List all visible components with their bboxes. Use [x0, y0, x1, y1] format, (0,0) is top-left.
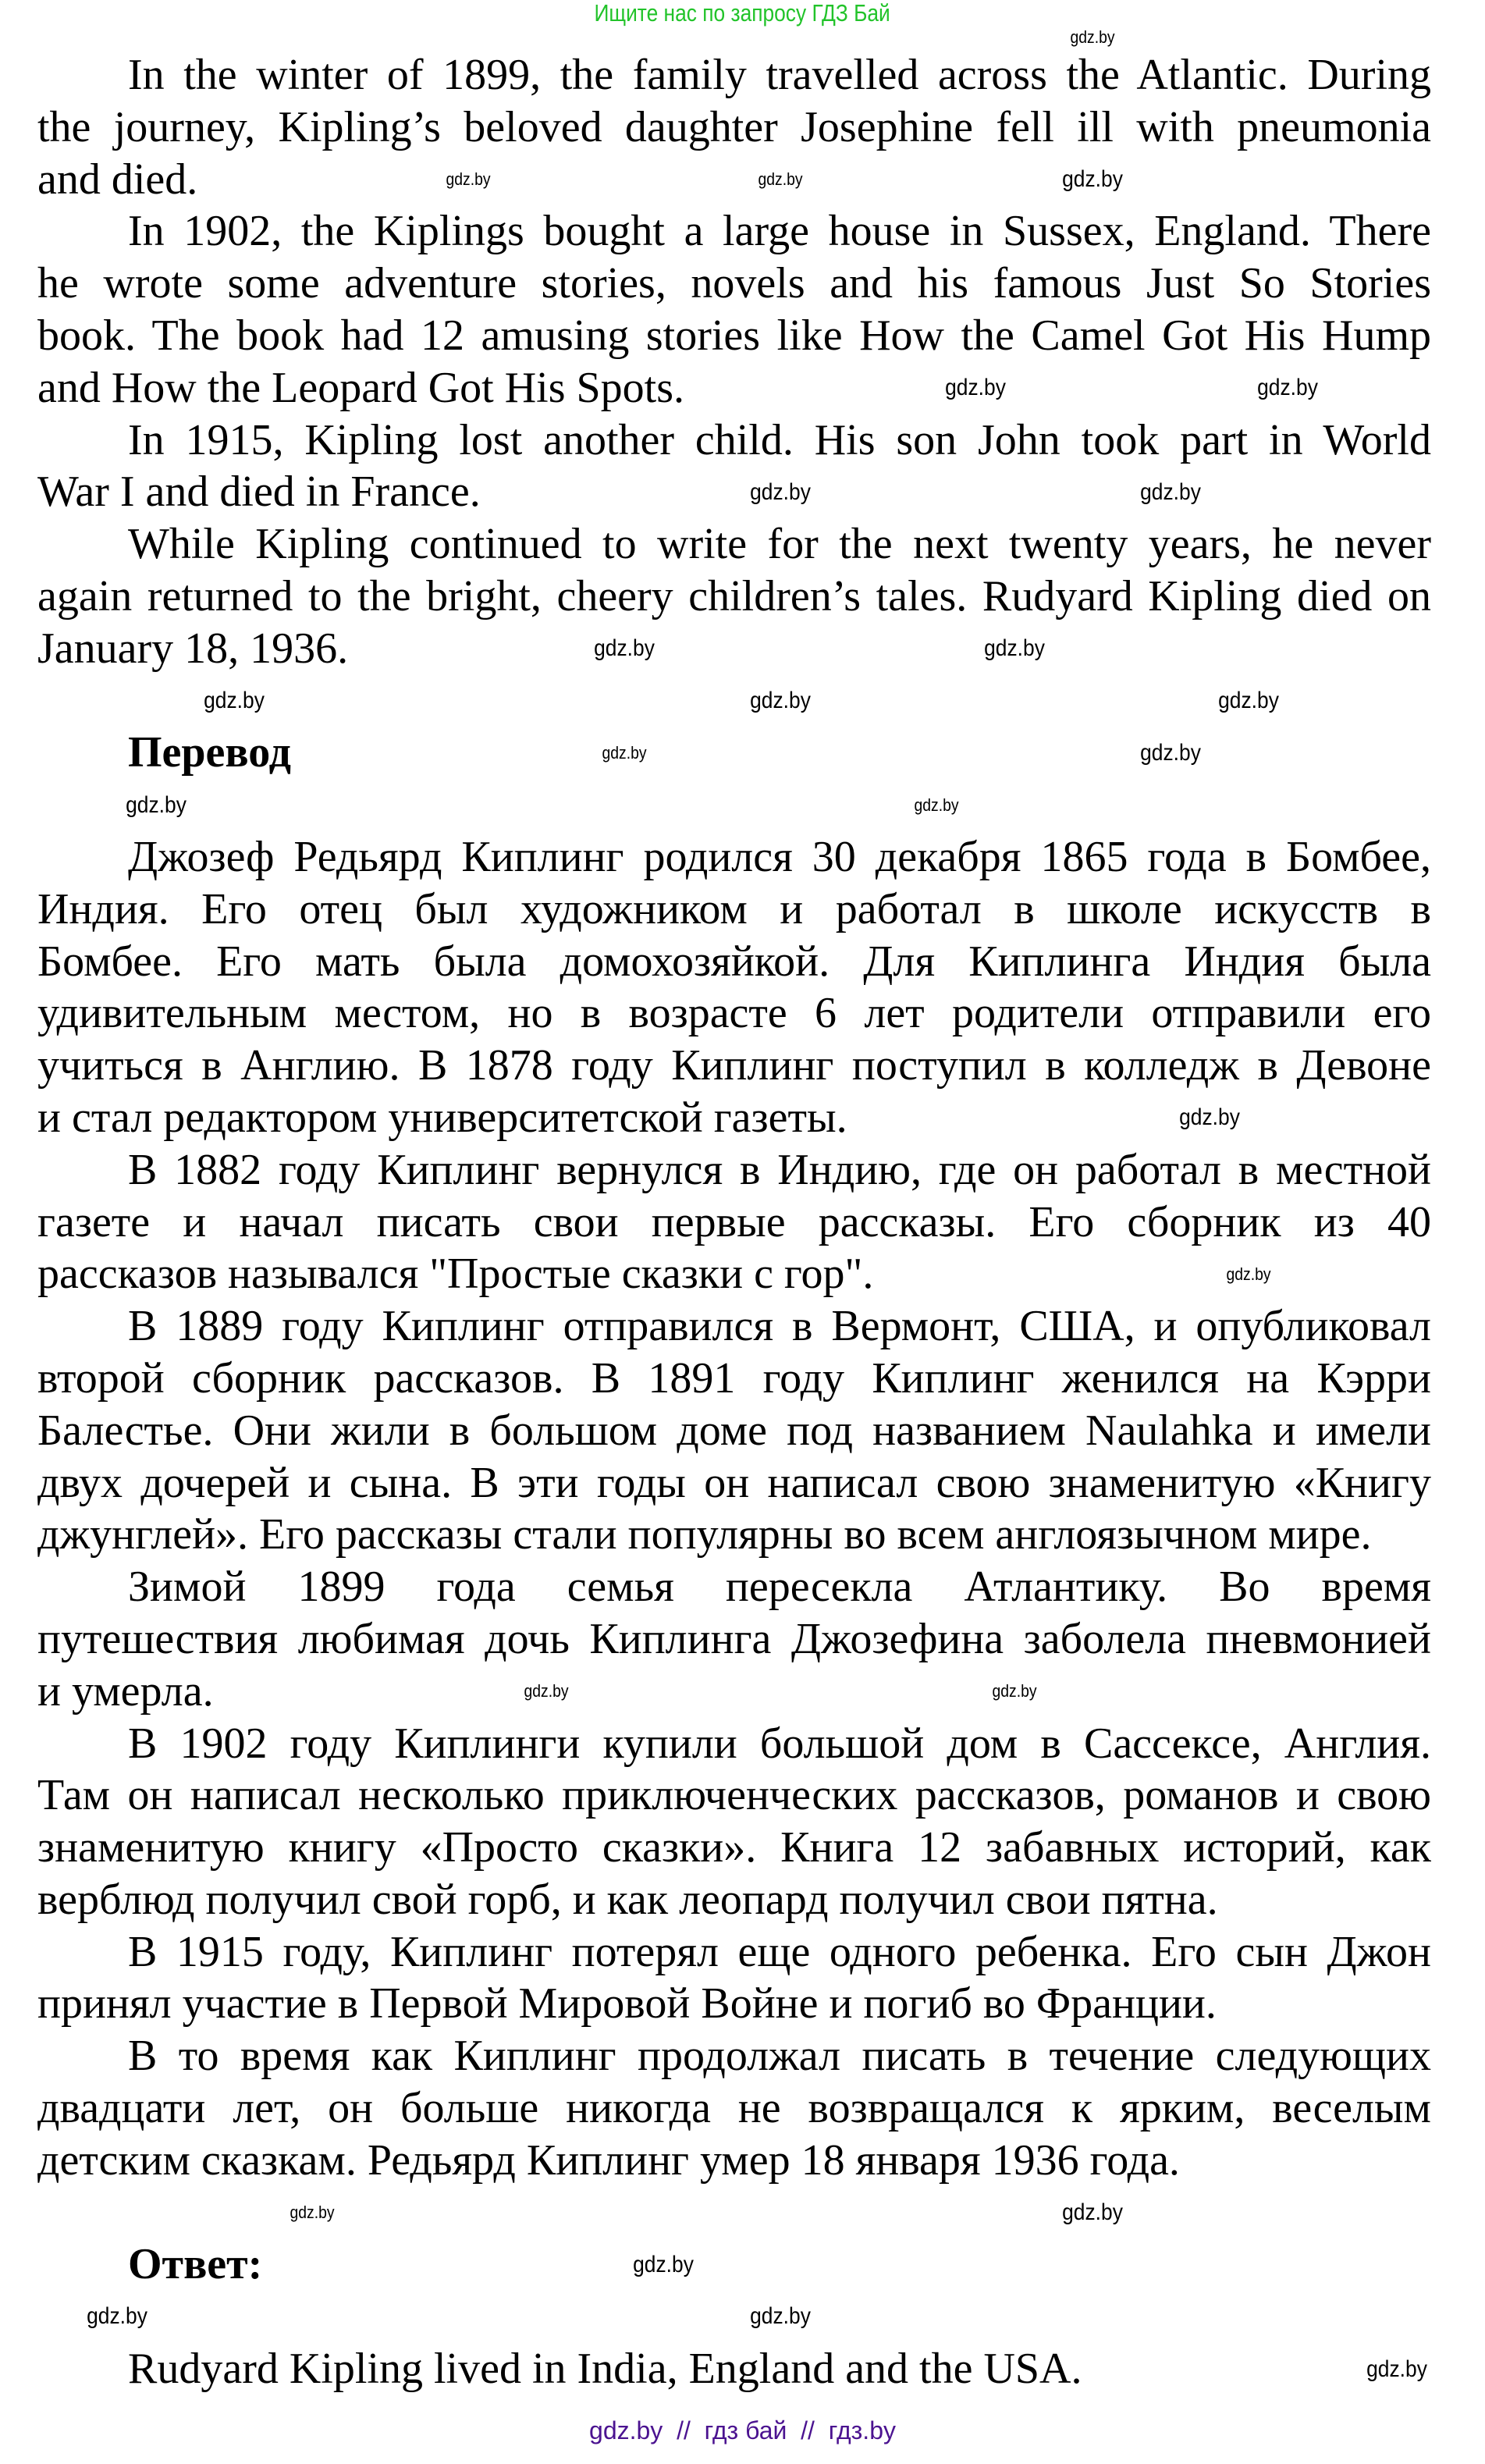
watermark: gdz.by — [1257, 375, 1318, 400]
watermark: gdz.by — [984, 635, 1045, 661]
paragraph-line-row — [37, 623, 1431, 675]
paragraph-line-row — [37, 2135, 1431, 2187]
paragraph-line: учиться в Англию. В 1878 году Киплинг поступил в колледж в Девоне — [37, 1041, 1431, 1090]
paragraph-line-row — [37, 205, 1431, 258]
watermark: gdz.by — [945, 375, 1006, 400]
paragraph-line-row — [37, 884, 1431, 936]
watermark: gdz.by — [126, 792, 187, 818]
paragraph-line: В 1882 году Киплинг вернулся в Индию, где он работал в местной — [128, 1145, 1431, 1194]
paragraph-line: book. The book had 12 amusing stories like How the Camel Got His Hump — [37, 311, 1431, 360]
paragraph-line: и умерла. — [37, 1666, 214, 1716]
paragraph-line: В 1915 году, Киплинг потерял еще одного ребенка. Его сын Джон — [128, 1927, 1431, 1976]
paragraph-line: Балестье. Они жили в большом доме под названием Naulahka и имели — [37, 1406, 1431, 1455]
paragraph-line: Бомбее. Его мать была домохозяйкой. Для Киплинга Индия была — [37, 937, 1431, 986]
watermark: gdz.by — [1140, 740, 1201, 766]
paragraph-line-row — [37, 310, 1431, 362]
paragraph-line: In 1915, Kipling lost another child. His son John took part in World — [128, 415, 1431, 464]
paragraph-line-row — [37, 1405, 1431, 1457]
paragraph-line-row — [37, 571, 1431, 623]
paragraph-line-row — [37, 1509, 1431, 1561]
section-heading-row — [37, 727, 1431, 779]
paragraph-line-row — [37, 362, 1431, 414]
watermark: gdz.by — [87, 2303, 147, 2329]
paragraph-line: Там он написал несколько приключенческих рассказов, романов и свою — [37, 1771, 1431, 1820]
paragraph-line-row — [37, 1666, 1431, 1718]
paragraph-line-row — [37, 154, 1431, 206]
watermark: gdz.by — [1140, 479, 1201, 505]
paragraph-line: В то время как Киплинг продолжал писать в течение следующих — [128, 2032, 1431, 2081]
paragraph-line: удивительным местом, но в возрасте 6 лет родители отправили его — [37, 989, 1431, 1038]
paragraph-line: the journey, Kipling’s beloved daughter Josephine fell ill with pneumonia — [37, 102, 1431, 151]
paragraph-line-row — [37, 1300, 1431, 1353]
paragraph-line: again returned to the bright, cheery children’s tales. Rudyard Kipling died on — [37, 571, 1431, 620]
paragraph-line: знаменитую книгу «Просто сказки». Книга 12 забавных историй, как — [37, 1823, 1431, 1872]
paragraph-line-row — [37, 518, 1431, 571]
paragraph-line-row — [37, 49, 1431, 101]
paragraph-line-row — [37, 1822, 1431, 1874]
paragraph-line: Зимой 1899 года семья пересекла Атлантику. Во время — [128, 1563, 1431, 1612]
search-banner: Ищите нас по запросу ГДЗ Бай — [594, 0, 891, 27]
paragraph-line: While Kipling continued to write for the next twenty years, he never — [128, 520, 1431, 569]
paragraph-line-row — [37, 414, 1431, 467]
paragraph-line: газете и начал писать свои первые рассказы. Его сборник из 40 — [37, 1197, 1431, 1246]
paragraph-line: In the winter of 1899, the family travelled across the Atlantic. During — [128, 51, 1431, 99]
paragraph-line: В 1889 году Киплинг отправился в Вермонт, США, и опубликовал — [128, 1302, 1431, 1351]
watermark: gdz.by — [1218, 688, 1279, 713]
paragraph-line-row — [37, 1353, 1431, 1405]
footer-row — [0, 2415, 1485, 2452]
paragraph-line-row — [37, 1874, 1431, 1926]
paragraph-line: двух дочерей и сына. В эти годы он написал свою знаменитую «Книгу — [37, 1458, 1431, 1507]
watermark: gdz.by — [1062, 2199, 1123, 2225]
watermark: gdz.by — [1179, 1104, 1240, 1130]
paragraph-line-row — [37, 1196, 1431, 1249]
document-body — [37, 49, 1431, 2395]
paragraph-line: двадцати лет, он больше никогда не возвращался к ярким, веселым — [37, 2084, 1431, 2133]
watermark: gdz.by — [992, 1681, 1037, 1701]
paragraph-line: In 1902, the Kiplings bought a large house in Sussex, England. There — [128, 207, 1431, 256]
paragraph-line-row — [37, 936, 1431, 988]
paragraph-line: джунглей». Его рассказы стали популярны во всем англоязычном мире. — [37, 1510, 1372, 1559]
watermark: gdz.by — [594, 635, 655, 661]
section-heading-row — [37, 2238, 1431, 2291]
paragraph-line-row — [37, 1561, 1431, 1613]
paragraph-line: and How the Leopard Got His Spots. — [37, 363, 685, 412]
watermark: gdz.by — [290, 2203, 335, 2222]
paragraph-line: детским сказкам. Редьярд Киплинг умер 18 января 1936 года. — [37, 2135, 1180, 2185]
paragraph-line: принял участие в Первой Мировой Войне и погиб во Франции. — [37, 1979, 1217, 2028]
watermark: gdz.by — [602, 743, 647, 763]
paragraph-line: путешествия любимая дочь Киплинга Джозефина заболела пневмонией — [37, 1614, 1431, 1663]
watermark: gdz.by — [446, 169, 491, 189]
paragraph-line-row — [37, 2082, 1431, 2135]
blank-line-row — [37, 779, 1431, 831]
watermark: gdz.by — [1070, 27, 1115, 47]
paragraph-line-row — [37, 1926, 1431, 1979]
paragraph-line: January 18, 1936. — [37, 624, 349, 673]
paragraph-line-row — [37, 2343, 1431, 2395]
paragraph-line: he wrote some adventure stories, novels and his famous Just So Stories — [37, 259, 1431, 308]
watermark: gdz.by — [633, 2252, 694, 2277]
watermark: gdz.by — [524, 1681, 569, 1701]
blank-line-row — [37, 2187, 1431, 2239]
paragraph-line: второй сборник рассказов. В 1891 году Киплинг женился на Кэрри — [37, 1353, 1431, 1403]
watermark: gdz.by — [1366, 2356, 1427, 2382]
paragraph-line-row — [37, 1040, 1431, 1092]
paragraph-line: and died. — [37, 155, 198, 204]
watermark: gdz.by — [1226, 1264, 1271, 1284]
paragraph-line-row — [37, 466, 1431, 518]
paragraph-line-row — [37, 1144, 1431, 1196]
watermark: gdz.by — [758, 169, 803, 189]
paragraph-line-row — [37, 2030, 1431, 2082]
watermark: gdz.by — [750, 688, 811, 713]
paragraph-line-row — [37, 1248, 1431, 1300]
blank-line-row — [37, 2291, 1431, 2343]
section-heading: Ответ: — [128, 2240, 263, 2289]
watermark: gdz.by — [204, 688, 265, 713]
paragraph-line-row — [37, 1718, 1431, 1770]
watermark: gdz.by — [1062, 166, 1123, 192]
paragraph-line: War I and died in France. — [37, 468, 481, 517]
paragraph-line-row — [37, 1457, 1431, 1509]
footer-links: gdz.by // гдз бай // гдз.by — [589, 2416, 896, 2444]
paragraph-line: Rudyard Kipling lived in India, England and the USA. — [128, 2345, 1082, 2394]
paragraph-line-row — [37, 1978, 1431, 2030]
paragraph-line-row — [37, 1613, 1431, 1666]
paragraph-line-row — [37, 101, 1431, 154]
search-banner-row — [0, 0, 1485, 31]
section-heading: Перевод — [128, 728, 291, 777]
paragraph-line-row — [37, 1769, 1431, 1822]
paragraph-line-row — [37, 258, 1431, 310]
paragraph-line: В 1902 году Киплинги купили большой дом в Сассексе, Англия. — [128, 1719, 1431, 1768]
paragraph-line: верблюд получил свой горб, и как леопард получил свои пятна. — [37, 1875, 1218, 1924]
paragraph-line-row — [37, 831, 1431, 884]
paragraph-line: Индия. Его отец был художником и работал в школе искусств в — [37, 884, 1431, 933]
paragraph-line: Джозеф Редьярд Киплинг родился 30 декабря 1865 года в Бомбее, — [128, 832, 1431, 881]
paragraph-line-row — [37, 987, 1431, 1040]
watermark: gdz.by — [750, 2303, 811, 2329]
paragraph-line: рассказов назывался "Простые сказки с гор". — [37, 1250, 874, 1299]
watermark: gdz.by — [750, 479, 811, 505]
paragraph-line: и стал редактором университетской газеты. — [37, 1093, 847, 1142]
watermark: gdz.by — [914, 795, 959, 815]
